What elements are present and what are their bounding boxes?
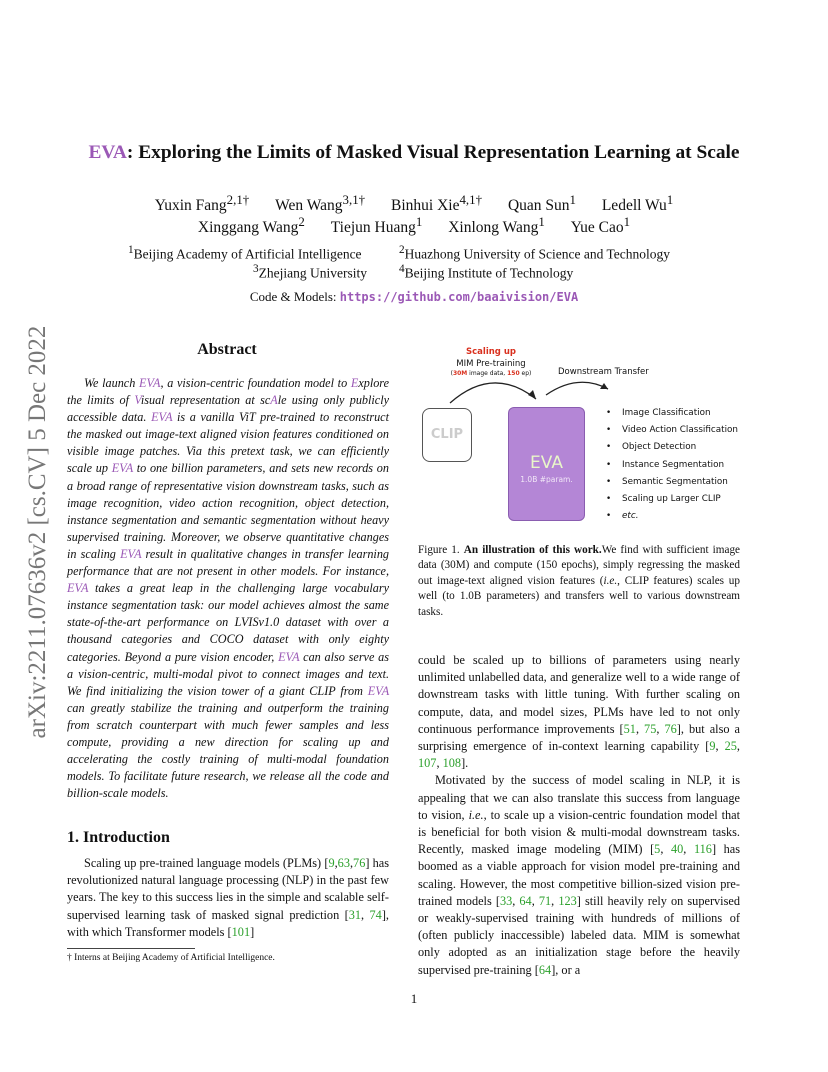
abstract-body: We launch EVA, a vision-centric foundation model to Explore the limits of Visual representation at scAle using only publicly accessible data. EVA is a vanilla ViT pre-trained to reconstruct the masked out image-text aligned vision features conditioned on visible image patches. Via this pretext task, we can efficiently scale up EVA to one billion parameters, and sets new records on a broad range of representative vision downstream tasks, such as image recognition, video action recognition, object detection, instance segmentation and semantic segmentation without heavy supervised training. Moreover, we observe quantitative changes in scaling EVA result in qualitative changes in transfer learning performance that are not present in other models. For instance, EVA takes a great leap in the challenging large vocabulary instance segmentation task: our model achieves almost the same state-of-the-art performance on LVISv1.0 dataset with over a thousand categories and COCO dataset with only eighty categories. Beyond a pure vision encoder, EVA can also serve as a vision-centric, multi-modal pivot to connect images and text. We find initializing the vision tower of a giant CLIP from EVA can greatly stabilize the training and outperform the training from scratch counterpart with much fewer samples and less compute, providing a new direction for scaling up and accelerating the costly training of multi-modal foundation models. To facilitate future research, we release all the code and billion-scale models. bbox=[67, 376, 390, 801]
intro-paragraph: Scaling up pre-trained language models (PLMs) [9,63,76] has revolutionized natural language processing (NLP) in the past few years. The key to this success lies in the simple and scalable self-supervised learning task of masked signal prediction [31, 74], with which Transformer models [101] bbox=[67, 856, 390, 939]
mim-sub-label: (30M image data, 150 ep) bbox=[450, 370, 532, 377]
affiliation: $^3$Zhejiang University bbox=[253, 263, 367, 281]
code-line: Code & Models: https://github.com/baaivision/EVA bbox=[249, 289, 579, 304]
author: Yuxin Fang$^{2,1\dagger}$ bbox=[154, 192, 250, 215]
affiliation: $^1$Beijing Academy of Artificial Intelligence bbox=[128, 244, 362, 262]
eva-box bbox=[508, 407, 585, 521]
footnote-rule bbox=[67, 948, 195, 949]
task-item: • etc. bbox=[606, 508, 738, 525]
paper-title bbox=[0, 142, 828, 164]
title-text: : Exploring the Limits of Masked Visual Representation Learning at Scale bbox=[126, 142, 740, 163]
task-item: • Instance Segmentation bbox=[606, 457, 738, 474]
section-heading: 1. Introduction bbox=[67, 829, 170, 846]
figure-1 bbox=[418, 343, 748, 533]
task-item: • Object Detection bbox=[606, 439, 738, 456]
downstream-label: Downstream Transfer bbox=[558, 367, 649, 377]
task-item: • Scaling up Larger CLIP bbox=[606, 491, 738, 508]
task-item: • Video Action Classification bbox=[606, 422, 738, 439]
title-eva: EVA bbox=[88, 142, 127, 163]
task-item: • Image Classification bbox=[606, 405, 738, 422]
affiliation: $^2$Huazhong University of Science and Technology bbox=[399, 244, 670, 262]
abstract-heading: Abstract bbox=[197, 341, 257, 358]
clip-box: CLIP bbox=[422, 408, 472, 462]
right-column-text: could be scaled up to billions of parameters using nearly unlimited unlabelled data, and generalize well to a wide range of downstream tasks with little tuning. With further scaling on compute, data, and model sizes, PLMs have led to not only continuous performance improvements [51, 75, 76], but also a surprising emergence of in-context learning capability [9, 25, 107, 108]. Motivated by the success of model scaling in NLP, it is appealing that we can also translate this success from language to vision, i.e., to scale up a vision-centric foundation model that is beneficial for both vision & multi-modal downstream tasks. Recently, masked image modeling (MIM) [5, 40, 116] has boomed as a viable approach for vision model pre-training and scaling. However, the most competitive billion-sized vision pre-trained models [33, 64, 71, 123] still heavily rely on supervised or weakly-supervised training with hundreds of millions of (often publicly inaccessible) labeled data. MIM is somewhat only adopted as an initialization stage before the heavily supervised pre-training [64], or a bbox=[418, 653, 741, 977]
authors-line-2 bbox=[0, 214, 828, 237]
page-number: 1 bbox=[410, 991, 418, 1006]
footnote: † Interns at Beijing Academy of Artificial Intelligence. bbox=[67, 953, 275, 963]
authors-line-1 bbox=[0, 192, 828, 215]
eva-box-param: 1.0B #param. bbox=[520, 475, 573, 484]
eva-box-name: EVA bbox=[530, 453, 563, 473]
task-item: • Semantic Segmentation bbox=[606, 474, 738, 491]
author: Quan Sun$^1$ bbox=[507, 192, 576, 215]
task-list bbox=[606, 405, 738, 525]
author: Binhui Xie$^{4,1\dagger}$ bbox=[391, 192, 483, 215]
arxiv-stamp: arXiv:2211.07636v2 [cs.CV] 5 Dec 2022 bbox=[24, 325, 51, 739]
author: Ledell Wu$^1$ bbox=[601, 192, 674, 215]
scaling-up-label: Scaling up bbox=[466, 347, 516, 357]
affiliation: $^4$Beijing Institute of Technology bbox=[399, 263, 574, 281]
author: Yue Cao$^1$ bbox=[570, 214, 631, 237]
mim-label: MIM Pre-training bbox=[456, 359, 526, 369]
github-link[interactable]: https://github.com/baaivision/EVA bbox=[339, 290, 579, 304]
author: Xinggang Wang$^2$ bbox=[197, 214, 305, 237]
figure-caption: Figure 1. An illustration of this work.We find with sufficient image data (30M) and compute (150 epochs), simply regressing the masked out image-text aligned vision features (i.e., CLIP features) scales up well (to 1.0B parameters) and transfers well to various downstream tasks. bbox=[418, 544, 740, 618]
author: Wen Wang$^{3,1\dagger}$ bbox=[275, 192, 366, 215]
author: Xinlong Wang$^1$ bbox=[448, 214, 545, 237]
author: Tiejun Huang$^1$ bbox=[330, 214, 423, 237]
